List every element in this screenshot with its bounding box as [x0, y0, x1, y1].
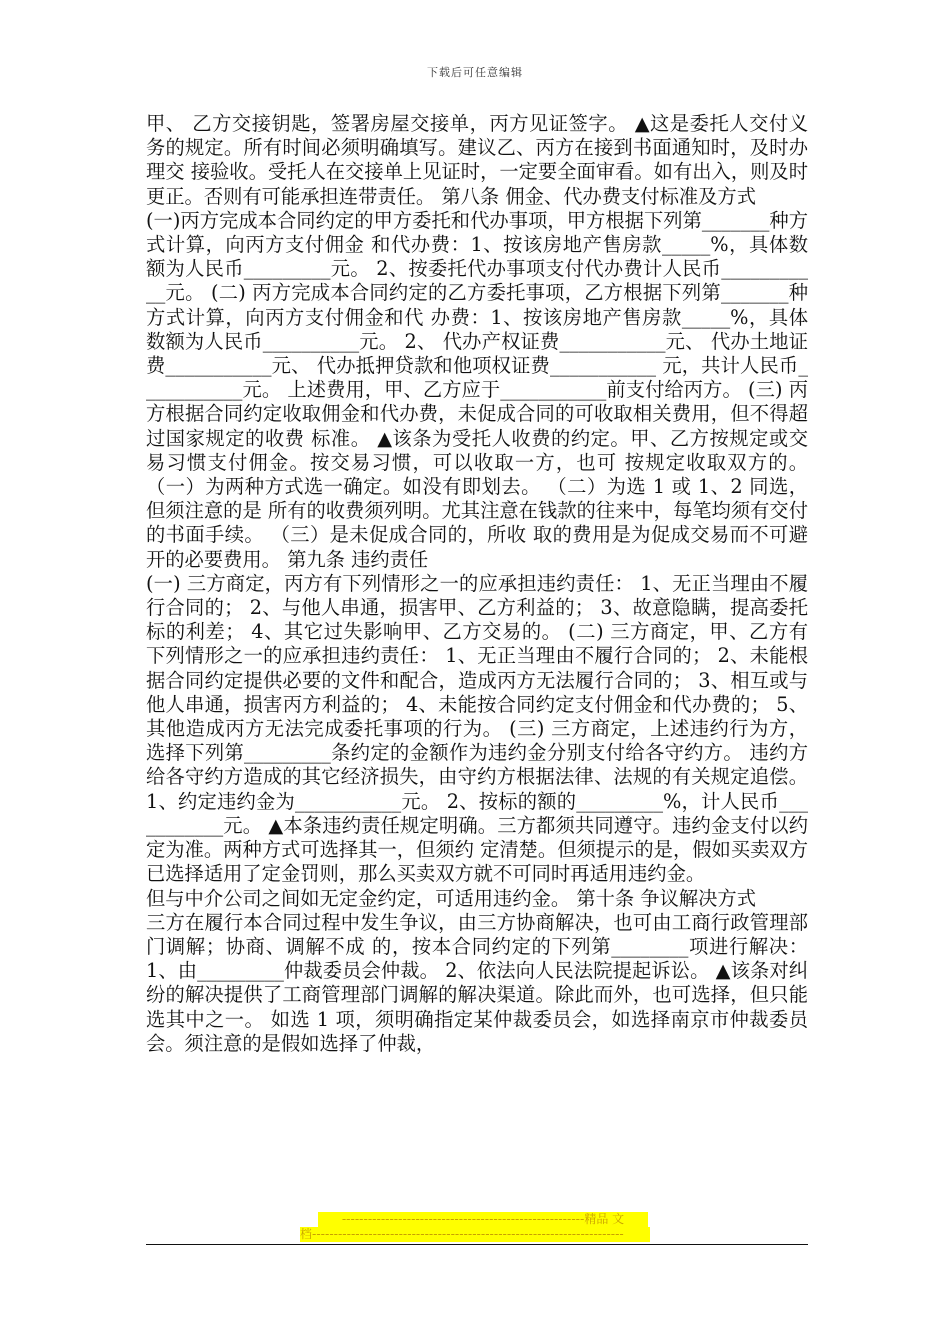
paragraph-liability: (一) 三方商定，丙方有下列情形之一的应承担违约责任： 1、无正当理由不履行合同的； 2、与他人串通，损害甲、乙方利益的； 3、故意隐瞒，提高委托标的利差； 4、其它过失影响甲、乙方交易的。 (二) 三方商定，甲、乙方有下列情形之一的应承担违约责任： 1、无正当理由不履行合同的； 2、未能根据合同约定提供必要的文件和配合，造成丙方无法履行合同的； 3、相互或与他人串通，损害丙方利益的； 4、未能按合同约定支付佣金和代办费的； 5、其他造成丙方无法完成委托事项的行为。 (三) 三方商定，上述违约行为方，选择下列第_________条约定的金额作为违约金分别支付给各守约方。 违约方给各守约方造成的其它经济损失，由守约方根据法律、法规的有关规定追偿。 1、约定违约金为___________元。 2、按标的额的_________%，计人民币___________元。 ▲本条违约责任规定明确。三方都须共同遵守。违约金支付以约定为准。两种方式可选择其一，但须约 定清楚。但须提示的是，假如买卖双方已选择适用了定金罚则，那么买卖双方就不可同时再适用违约金。: [146, 571, 808, 886]
footer-divider: [146, 1244, 808, 1245]
paragraph-deposit-note: 但与中介公司之间如无定金约定，可适用违约金。 第十条 争议解决方式: [146, 886, 756, 910]
document-body: [146, 112, 808, 1056]
paragraph-fee-terms: (一)丙方完成本合同约定的甲方委托和代办事项，甲方根据下列第_______种方式计算，向丙方支付佣金 和代办费：1、按该房地产售房款_____%，具体数额为人民币_________元。 2、按委托代办事项支付代办费计人民币___________元。 (二) 丙方完成本合同约定的乙方委托事项，乙方根据下列第_______种方式计算，向丙方支付佣金和代 办费：1、按该房地产售房款_____%，具体数额为人民币__________元。 2、 代办产权证费___________元、 代办土地证费___________元、 代办抵押贷款和他项权证费___________ 元，共计人民币___________元。 上述费用，甲、乙方应于___________前支付给丙方。 (三) 丙方根据合同约定收取佣金和代办费，未促成合同的可收取相关费用，但不得超过国家规定的收费 标准。 ▲该条为受托人收费的约定。甲、乙方按规定或交易习惯支付佣金。按交易习惯，可以收取一方，也可 按规定收取双方的。 （一）为两种方式选一确定。如没有即划去。 （二）为选 1 或 1、2 同选，但须注意的是 所有的收费须列明。尤其注意在钱款的往来中，每笔均须有交付的书面手续。 （三）是未促成合同的，所收 取的费用是为促成交易而不可避开的必要费用。 第九条 违约责任: [146, 208, 808, 571]
paragraph-dispute-resolution: 三方在履行本合同过程中发生争议，由三方协商解决，也可由工商行政管理部门调解；协商、调解不成 的，按本合同约定的下列第________项进行解决： 1、由_________仲裁委员会仲裁。 2、依法向人民法院提起诉讼。 ▲该条对纠纷的解决提供了工商管理部门调解的解决渠道。除此而外，也可选择，但只能选其中之一。 如选 1 项，须明确指定某仲裁委员会，如选择南京市仲裁委员会。须注意的是假如选择了仲裁，: [146, 910, 808, 1055]
footer-watermark-line-1: --------------------------------------------------------精品 文: [318, 1212, 648, 1227]
paragraph-article-8: 甲、 乙方交接钥匙，签署房屋交接单，丙方见证签字。 ▲这是委托人交付义务的规定。所有时间必须明确填写。建议乙、丙方在接到书面通知时，及时办理交 接验收。受托人在交接单上见证时，一定要全面审看。如有出入，则及时更正。否则有可能承担连带责任。 第八条 佣金、代办费支付标准及方式: [146, 112, 808, 208]
page-header: 下载后可任意编辑: [427, 66, 523, 79]
footer-watermark-line-2: 档------------------------------------------------------------------------: [300, 1227, 650, 1242]
